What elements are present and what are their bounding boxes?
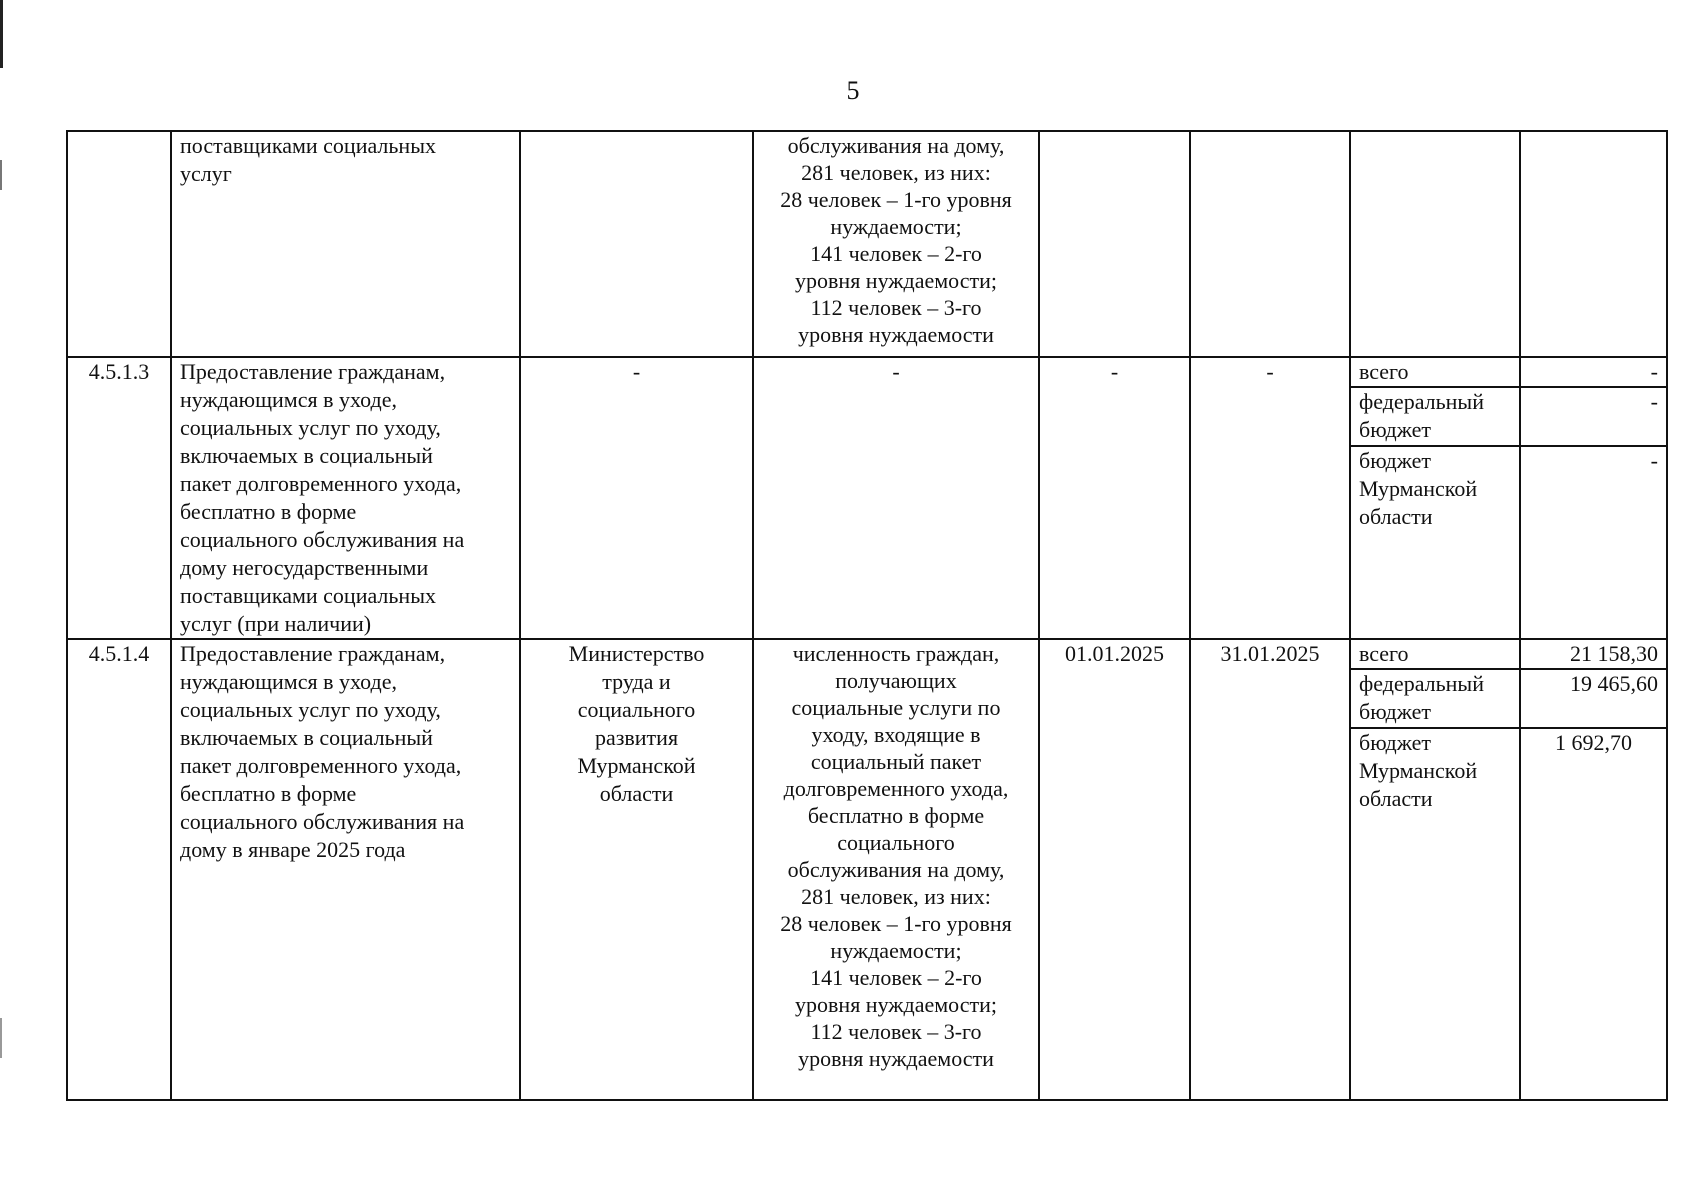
measures-table: [66, 130, 1668, 1101]
source-label: бюджет Мурманской области: [1359, 448, 1478, 530]
cell-executor: [520, 131, 753, 357]
cell-amount: 1 692,70: [1520, 728, 1667, 1100]
cell-source: [1350, 131, 1520, 357]
cell-source: [1350, 387, 1520, 446]
source-label: всего: [1359, 641, 1409, 666]
executor-text: Министерство труда и социального развития Мурманской области: [568, 641, 705, 806]
table-row-4514: [67, 639, 1667, 669]
cell-indicator: [753, 131, 1039, 357]
page-number: 5: [846, 76, 860, 105]
source-label: всего: [1359, 359, 1409, 384]
scan-edge-mark: [0, 160, 2, 190]
scan-edge-mark: [0, 0, 3, 68]
indicator-text: численность граждан, получающих социальные услуги по уходу, входящие в социальный пакет долговременного ухода, бесплатно в форме социального обслуживания на дому, 281 человек, из них: 28 человек – 1-го уровня нуждаемости; 141 человек – 2-го уровня нуждаемости; 112 человек – 3-го уровня нуждаемости: [780, 641, 1012, 1071]
cell-num: 4.5.1.3: [67, 357, 171, 639]
source-label: федеральный бюджет: [1359, 389, 1484, 443]
scan-edge-mark: [0, 1018, 2, 1058]
cell-event: [171, 639, 520, 1100]
cell-amount: 19 465,60: [1520, 669, 1667, 728]
indicator-text: обслуживания на дому, 281 человек, из них: 28 человек – 1-го уровня нуждаемости; 141 человек – 2-го уровня нуждаемости; 112 человек – 3-го уровня нуждаемости: [780, 133, 1012, 347]
table-row-continued: [67, 131, 1667, 357]
cell-source: [1350, 357, 1520, 387]
cell-end: 31.01.2025: [1190, 639, 1350, 1100]
cell-executor: -: [520, 357, 753, 639]
event-text: поставщиками социальных услуг: [180, 133, 436, 186]
cell-start: -: [1039, 357, 1190, 639]
event-text: Предоставление гражданам, нуждающимся в уходе, социальных услуг по уходу, включаемых в социальный пакет долговременного ухода, бесплатно в форме социального обслуживания на дому в январе 2025 года: [180, 641, 465, 862]
cell-end: -: [1190, 357, 1350, 639]
cell-source: [1350, 728, 1520, 1100]
cell-amount: -: [1520, 357, 1667, 387]
cell-amount: -: [1520, 446, 1667, 639]
cell-num: 4.5.1.4: [67, 639, 171, 1100]
cell-num: [67, 131, 171, 357]
cell-amount: 21 158,30: [1520, 639, 1667, 669]
cell-indicator: [753, 639, 1039, 1100]
source-label: бюджет Мурманской области: [1359, 730, 1478, 811]
cell-executor: [520, 639, 753, 1100]
cell-indicator: -: [753, 357, 1039, 639]
cell-amount: -: [1520, 387, 1667, 446]
cell-start: [1039, 131, 1190, 357]
table-row-4513: [67, 357, 1667, 387]
cell-amount: [1520, 131, 1667, 357]
source-label: федеральный бюджет: [1359, 671, 1484, 724]
cell-source: [1350, 639, 1520, 669]
event-text: Предоставление гражданам, нуждающимся в уходе, социальных услуг по уходу, включаемых в социальный пакет долговременного ухода, бесплатно в форме социального обслуживания на дому негосударственными поставщиками социальных услуг (при наличии): [180, 359, 465, 636]
cell-start: 01.01.2025: [1039, 639, 1190, 1100]
cell-event: [171, 357, 520, 639]
cell-end: [1190, 131, 1350, 357]
cell-source: [1350, 669, 1520, 728]
cell-source: [1350, 446, 1520, 639]
cell-event: [171, 131, 520, 357]
